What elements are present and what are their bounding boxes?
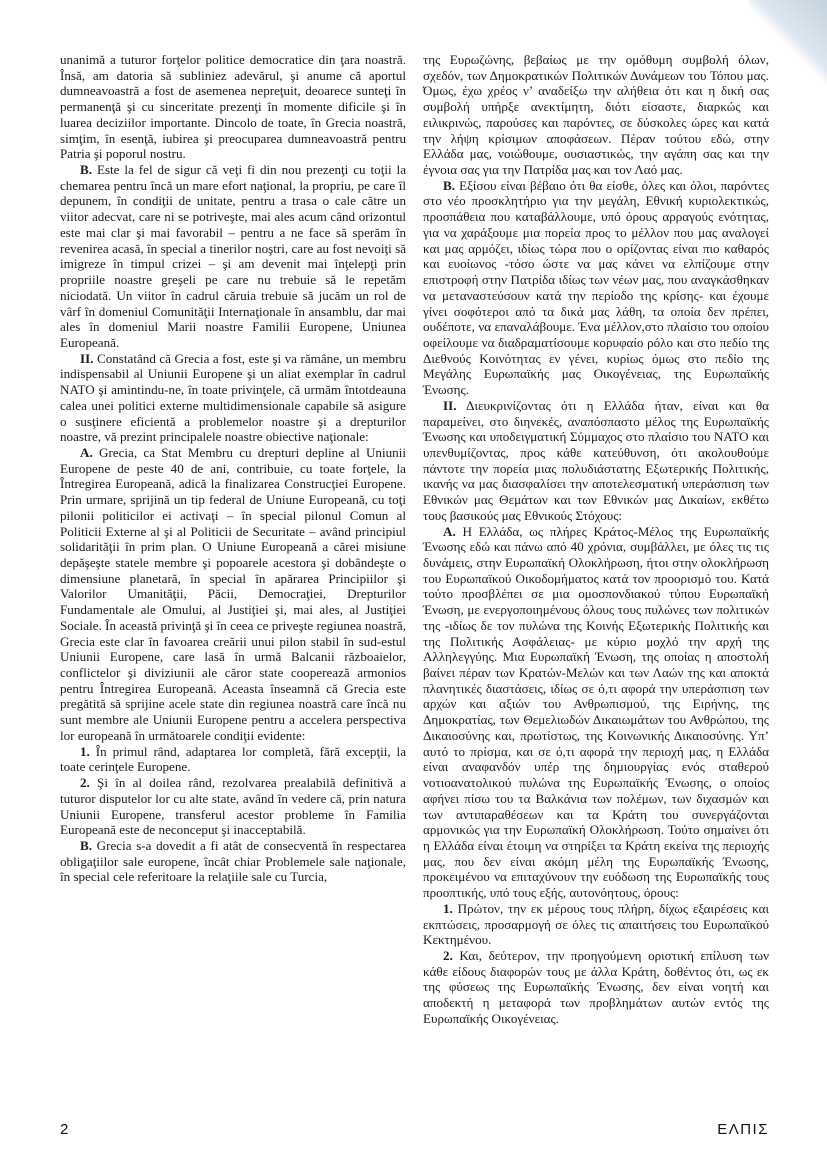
paragraph-label: B.: [80, 162, 93, 178]
paragraph: [60, 744, 406, 775]
paragraph-text: Constatând că Grecia a fost, este şi va rămâne, un membru indispensabil al Uniunii Europene şi un aliat exemplar în cadrul NATO şi amintindu-ne, în toate privinţele, că urmăm întotdeauna calea unei politici externe multidimensionale capabile să asigure o susţinere eficientă a problemelor noastre şi a drepturilor noastre, vă prezint principalele noastre obiective naţionale:: [60, 350, 406, 445]
paragraph: [60, 838, 406, 885]
paragraph: [423, 52, 769, 178]
paragraph-text: Grecia, ca Stat Membru cu drepturi depline al Uniunii Europene de peste 40 de ani, contribuie, cu toate forţele, la Întregirea Europeană, adică la finalizarea Construcţiei Europene. Prin urmare, sprijină un tip federal de Uniune Europeană, cu toţi pilonii politicilor ei activaţi – în special pilonul Comun al Politicii Externe al şi al Politicii de Securitate – având principiul solidarităţii în prim plan. O Uniune Europeană a cărei misiune depăşeşte statele membre şi popoarele acestora şi dobândeşte o dimensiune planetară, în special în apărarea Principiilor şi Valorilor Umanităţii, Păcii, Democraţiei, Drepturilor Fundamentale ale Omului, al Justiţiei şi, mai ales, al Justiţiei Sociale. În această privinţă şi în ceea ce priveşte regiunea noastră, Grecia este clar în favoarea creării unui pilon stabil în sud-estul Uniunii Europene, care lasă în urmă Balcanii războaielor, conflictelor şi diviziunii ale căror state cooperează armonios pentru Întregirea Europeană. Aceasta înseamnă că Grecia este pregătită să sprijine acele state din regiunea noastră care încă nu sunt membre ale Uniunii Europene pentru a accelera perspectiva lor europeană în următoarele condiţii evidente:: [60, 444, 406, 743]
column-greek: [423, 52, 769, 1027]
paragraph-label: ΙΙ.: [443, 397, 457, 413]
paragraph: [60, 52, 406, 162]
paragraph-label: Α.: [443, 523, 456, 539]
paragraph: [423, 948, 769, 1027]
paragraph-label: 2.: [80, 775, 90, 791]
page-number: 2: [60, 1121, 69, 1138]
paragraph-text: Και, δεύτερον, την προηγούμενη οριστική επίλυση των κάθε είδους διαφορών τους με άλλα Κράτη, δοθέντος ότι, ως εκ της φύσεως της Ευρωπαϊκής Ένωσης, δεν είναι νοητή και αποδεκτή η μεταφορά των προβλημάτων αυτών εντός της Ευρωπαϊκής Οικογένειας.: [423, 947, 769, 1026]
paragraph-text: Διευκρινίζοντας ότι η Ελλάδα ήταν, είναι και θα παραμείνει, στο διηνεκές, αναπόσπαστο μέλος της Ευρωπαϊκής Ένωσης και υποδειγματική Σύμμαχος στο πλαίσιο του ΝΑΤΟ και υπενθυμίζοντας, προς κάθε κατεύθυνση, ότι ακολουθούμε πάντοτε την πορεία μιας πολυδιάστατης Εξωτερικής Πολιτικής, ικανής να μας διασφαλίσει την αποτελεσματική υπεράσπιση των Εθνικών μας Θεμάτων και των Εθνικών μας Δικαίων, εκθέτω τους βασικούς μας Εθνικούς Στόχους:: [423, 397, 769, 523]
paragraph: [60, 445, 406, 744]
paragraph: [423, 524, 769, 901]
paragraph-label: II.: [80, 350, 94, 366]
paragraph: [60, 351, 406, 445]
paragraph-text: Este la fel de sigur că veţi fi din nou prezenţi cu toţii la chemarea pentru încă un mare efort naţional, la propriu, pe care îl depunem, în condiţii de unitate, pentru a trasa o cale către un viitor adecvat, care ni se potriveşte, mai ales acum când orizontul este mai clar şi mai favorabil – pentru a ne face să sperăm în revenirea acasă, în special a tinerilor noştri, care au fost nevoiţi să imigreze în timpul crizei – şi am devenit mai înţelepţi prin propriile noastre greşeli pe care nu trebuie să le repetăm niciodată. Un viitor în cadrul căruia trebuie să jucăm un rol de vârf în domeniul Comunităţii Internaţionale în ansamblu, dar mai ales în domeniul Marii noastre Familii Europene, Uniunea Europeană.: [60, 162, 406, 350]
paragraph-text: În primul rând, adaptarea lor completă, fără excepţii, la toate cerinţele Europene.: [60, 743, 407, 775]
paragraph: [60, 162, 406, 351]
column-romanian: [60, 52, 406, 885]
paragraph-label: B.: [80, 837, 93, 853]
paragraph-text: της Ευρωζώνης, βεβαίως με την ομόθυμη συμβολή όλων, σχεδόν, των Δημοκρατικών Πολιτικών Δυνάμεων του Τόπου μας. Όμως, έχω χρέος ν’ αναδείξω την αλήθεια ότι και η δική σας συμβολή υπήρξε ανεκτίμητη, διότι είσαστε, διαρκώς και ειλικρινώς, παρούσες και παρόντες, σε δύσκολες ώρες και κατά την λήψη κρίσιμων αποφάσεων. Πέραν τούτου εδώ, στην Ελλάδα μας, νοιώθουμε, ουσιαστικώς, την αγάπη σας και την έγνοια σας για την Πατρίδα μας και τον Λαό μας.: [423, 52, 769, 178]
paragraph-text: Η Ελλάδα, ως πλήρες Κράτος-Μέλος της Ευρωπαϊκής Ένωσης εδώ και πάνω από 40 χρόνια, συμβάλλει, με όλες τις τις δυνάμεις, στην Ευρωπαϊκή Ολοκλήρωση, ήτοι στην ολοκλήρωση του Ευρωπαϊκού Οικοδομήματος κατά τον προορισμό του. Κατά τούτο προσβλέπει σε μια ομοσπονδιακού τύπου Ευρωπαϊκή Ένωση, με ενεργοποιημένους όλους τους πυλώνες των πολιτικών της -ιδίως δε τον πυλώνα της Κοινής Εξωτερικής Πολιτικής και της Πολιτικής Ασφάλειας- με κύριο μοχλό την αρχή της Αλληλεγγύης. Μια Ευρωπαϊκή Ένωση, της οποίας η αποστολή βαίνει πέραν των Κρατών-Μελών και των Λαών της και αποκτά πλανητικές διαστάσεις, ιδίως σε ό,τι αφορά την υπεράσπιση των αρχών και αξιών του Ανθρωπισμού, της Ειρήνης, της Δημοκρατίας, των Θεμελιωδών Δικαιωμάτων του Ανθρώπου, της Δικαιοσύνης και, πρωτίστως, της Κοινωνικής Δικαιοσύνης. Υπ’ αυτό το πρίσμα, και σε ό,τι αφορά την περιοχή μας, η Ελλάδα είναι αναφανδόν υπέρ της δημιουργίας ενός σταθερού νοτιοανατολικού πυλώνα της Ευρωπαϊκής Ένωσης, ο οποίος αφήνει πίσω του τα Βαλκάνια των πολέμων, των διχασμών και των αντιπαραθέσεων και τα Κράτη του συνεργάζονται αρμονικώς για την Ευρωπαϊκή Ολοκλήρωση. Τούτο σημαίνει ότι η Ελλάδα είναι έτοιμη να στηρίξει τα Κράτη εκείνα της περιοχής μας, που δεν είναι ακόμη μέλη της Ευρωπαϊκής Ένωσης, προκειμένου να επιταχύνουν την ευόδωση της Ευρωπαϊκής τους προοπτικής, υπό τους εξής, αυτονόητους, όρους:: [423, 523, 769, 901]
paragraph-label: A.: [80, 444, 93, 460]
paragraph-label: 2.: [443, 947, 453, 963]
paragraph: [423, 901, 769, 948]
paragraph: [423, 178, 769, 398]
paragraph-text: Εξίσου είναι βέβαιο ότι θα είσθε, όλες και όλοι, παρόντες στο νέο προσκλητήριο για την μεγάλη, Εθνική κυριολεκτικώς, προσπάθεια που καταβάλλουμε, υπό όρους αρραγούς ενότητας, για να χαράξουμε μια πορεία προς το μέλλον που μας αναλογεί και μας αρμόζει, ιδίως τώρα που ο ορίζοντας είναι πιο καθαρός και ευοίωνος -τόσο ώστε να μας κάνει να ελπίζουμε στην επιστροφή στην Πατρίδα ιδίως των νέων μας, που αναγκάσθηκαν να μεταναστεύσουν κατά την περίοδο της κρίσης- και έχουμε γίνει σοφότεροι από τα δικά μας λάθη, τα οποία δεν πρέπει, ουδέποτε, να επαναλάβουμε. Ένα μέλλον,στο πλαίσιο του οποίου οφείλουμε να διαδραματίσουμε κορυφαίο ρόλο και στο πεδίο της Διεθνούς Κοινότητας εν γένει, κυρίως όμως στο πεδίο της Μεγάλης Ευρωπαϊκής μας Οικογένειας, της Ευρωπαϊκής Ένωσης.: [423, 177, 769, 398]
paragraph-text: unanimă a tuturor forţelor politice democratice din ţara noastră. Însă, am datoria să subliniez adevărul, şi anume că aportul dumneavoastră a fost de asemenea nepreţuit, deoarece sunteţi în permanenţă şi cu sinceritate prezenţi în momente dificile şi în luarea deciziilor importante. Dincolo de toate, în Grecia noastră, simţim, în esenţă, iubirea şi preocuparea dumneavoastră pentru Patria şi poporul nostru.: [60, 52, 406, 162]
paragraph-label: 1.: [80, 743, 90, 759]
paragraph-text: Şi în al doilea rând, rezolvarea prealabilă definitivă a tuturor disputelor lor cu alte state, având în vedere că, prin natura Uniunii Europene, transferul acestor probleme în Familia Europeană este de neconceput şi inacceptabilă.: [60, 775, 406, 838]
magazine-title: ΕΛΠΙΣ: [717, 1121, 769, 1138]
paragraph-label: Β.: [443, 177, 456, 193]
paragraph: [423, 398, 769, 524]
paragraph: [60, 775, 406, 838]
paragraph-label: 1.: [443, 900, 453, 916]
paragraph-text: Grecia s-a dovedit a fi atât de consecventă în respectarea obligaţiilor sale europene, încât chiar Problemele sale naţionale, în special cele referitoare la relaţiile sale cu Turcia,: [60, 837, 406, 885]
paragraph-text: Πρώτον, την εκ μέρους τους πλήρη, δίχως εξαιρέσεις και εκπτώσεις, προσαρμογή σε όλες τις απαιτήσεις του Ευρωπαϊκού Κεκτημένου.: [423, 900, 769, 948]
